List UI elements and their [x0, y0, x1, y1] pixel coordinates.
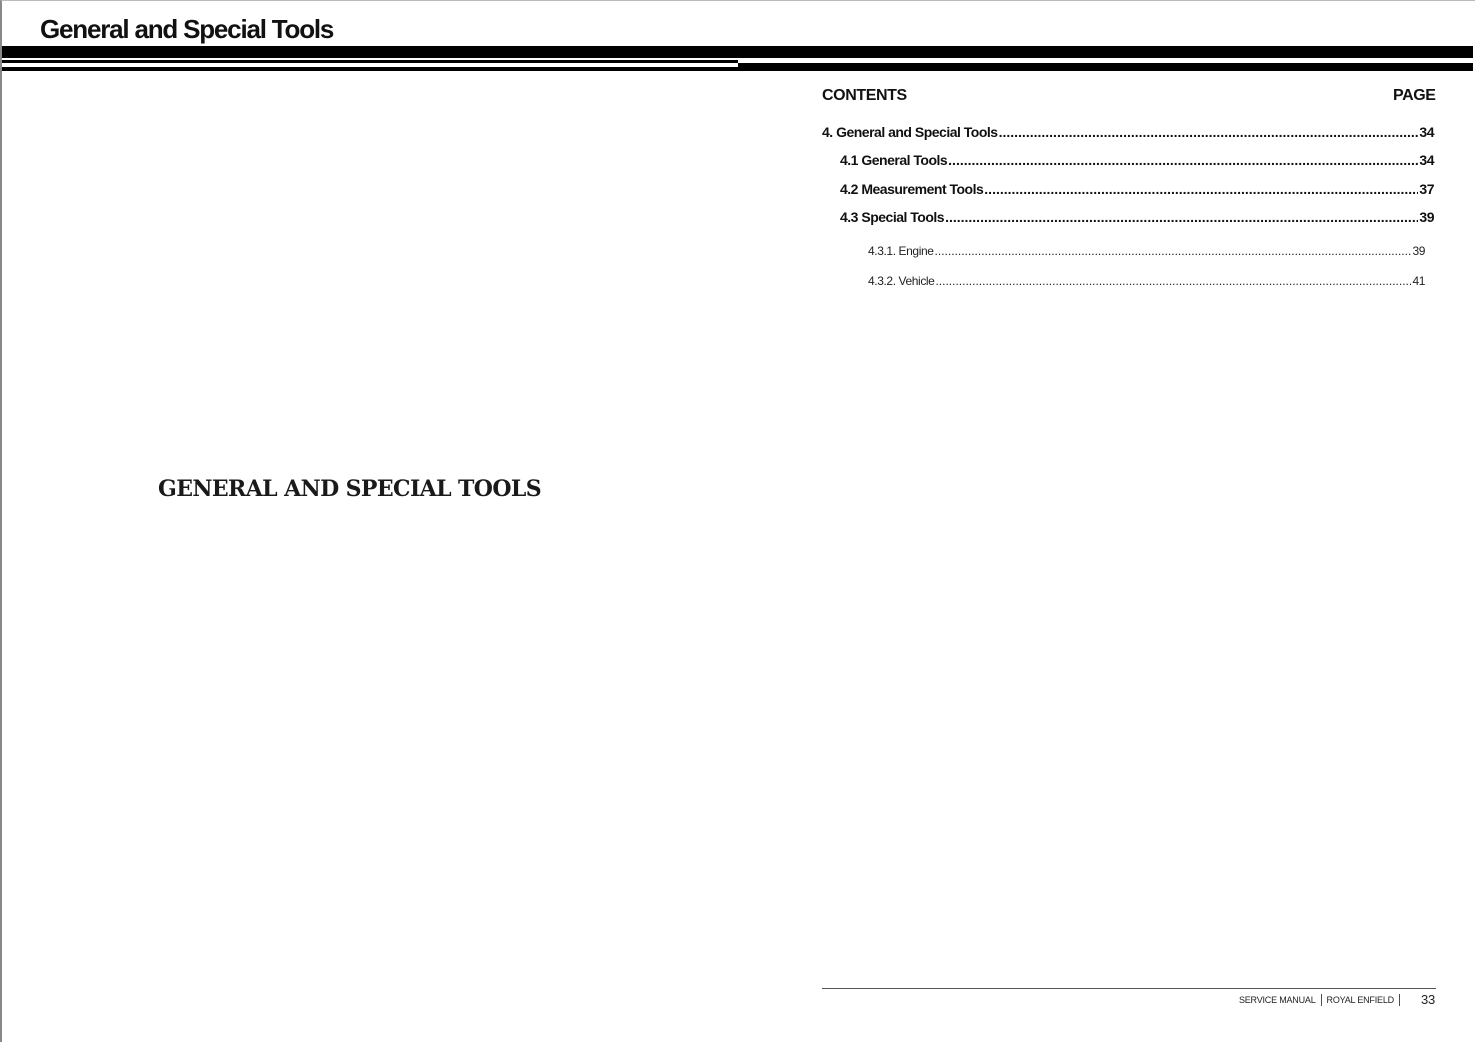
- page-column-heading: PAGE: [1393, 87, 1436, 104]
- toc-entry[interactable]: [822, 124, 1434, 140]
- toc-entry[interactable]: [840, 209, 1434, 225]
- toc-entry-page: 41: [1412, 274, 1425, 288]
- toc-entry-page: 34: [1419, 124, 1434, 140]
- toc-entry-page: 37: [1419, 181, 1434, 197]
- header-band-top: [2, 46, 1473, 58]
- footer-separator: [1321, 994, 1322, 1006]
- toc-entry-page: 39: [1419, 209, 1434, 225]
- toc-leader-dots: [935, 274, 1411, 288]
- page-footer: [1239, 992, 1435, 1007]
- footer-brand-label: ROYAL ENFIELD: [1326, 994, 1394, 1005]
- toc-leader-dots: [999, 124, 1419, 140]
- toc-entry-page: 34: [1419, 152, 1434, 168]
- header-band-left-thin: [2, 60, 738, 63]
- toc-leader-dots: [984, 181, 1418, 197]
- toc-entry-label: 4.3 Special Tools: [840, 209, 945, 225]
- toc-entry[interactable]: [840, 181, 1434, 197]
- footer-separator: [1399, 994, 1400, 1006]
- toc-entry-label: 4. General and Special Tools: [822, 124, 998, 140]
- toc-leader-dots: [945, 209, 1418, 225]
- toc-entry-label: 4.3.1. Engine: [868, 244, 934, 258]
- header-band-right: [738, 63, 1473, 71]
- toc-entry-label: 4.3.2. Vehicle: [868, 274, 935, 288]
- toc-entry-page: 39: [1412, 244, 1425, 258]
- toc-leader-dots: [948, 152, 1418, 168]
- header-band-left-lower: [2, 67, 738, 71]
- chapter-title: GENERAL AND SPECIAL TOOLS: [158, 476, 542, 502]
- contents-heading: CONTENTS: [822, 87, 907, 104]
- footer-page-number: 33: [1420, 992, 1435, 1007]
- toc-entry[interactable]: [868, 274, 1425, 288]
- toc-entry-label: 4.1 General Tools: [840, 152, 948, 168]
- page-header-title: General and Special Tools: [40, 14, 334, 44]
- footer-rule: [822, 988, 1436, 989]
- toc-entry[interactable]: [840, 152, 1434, 168]
- footer-manual-label: SERVICE MANUAL: [1238, 994, 1316, 1005]
- toc-entry[interactable]: [868, 244, 1425, 258]
- toc-leader-dots: [935, 244, 1412, 258]
- toc-entry-label: 4.2 Measurement Tools: [840, 181, 984, 197]
